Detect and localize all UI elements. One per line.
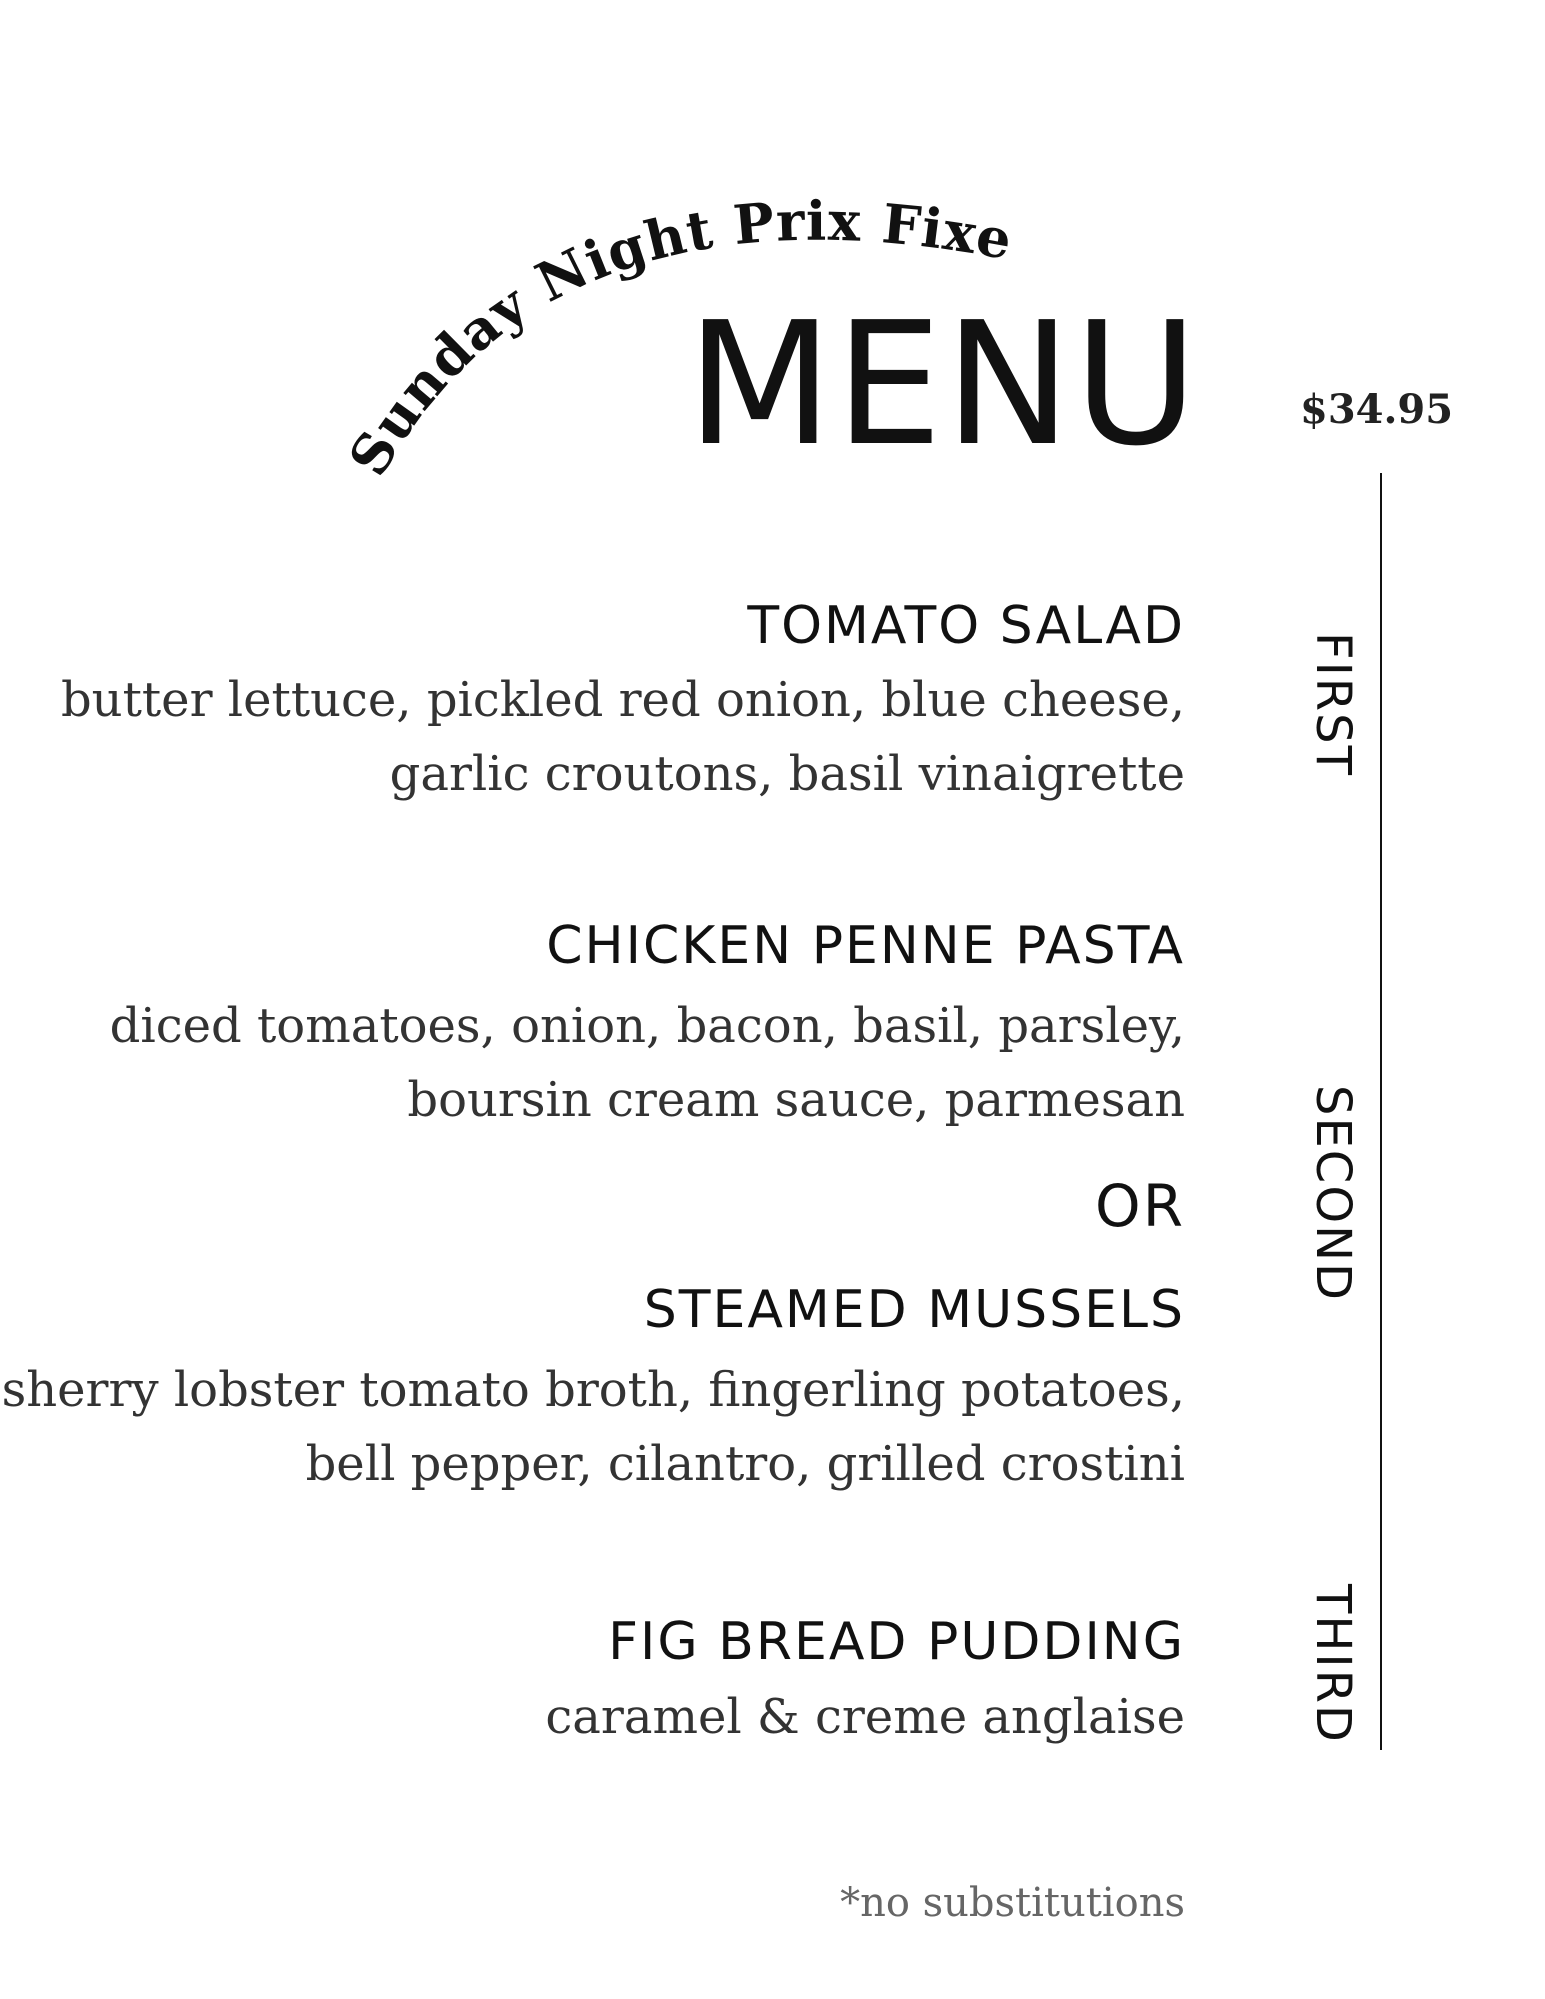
course-label-third: THIRD xyxy=(1305,1584,1361,1744)
course-label-first: FIRST xyxy=(1305,632,1361,777)
dish-description-line: boursin cream sauce, parmesan xyxy=(407,1072,1185,1128)
dish-name-steamed-mussels: STEAMED MUSSELS xyxy=(643,1280,1185,1340)
dish-description-line: butter lettuce, pickled red onion, blue cheese, xyxy=(60,672,1185,728)
price-label: $34.95 xyxy=(1300,386,1454,433)
or-separator: OR xyxy=(1095,1172,1185,1240)
dish-description-line: bell pepper, cilantro, grilled crostini xyxy=(305,1436,1185,1492)
dish-description-line: diced tomatoes, onion, bacon, basil, parsley, xyxy=(109,998,1185,1054)
dish-name-chicken-penne-pasta: CHICKEN PENNE PASTA xyxy=(546,916,1185,976)
dish-description-line: garlic croutons, basil vinaigrette xyxy=(389,746,1185,802)
page-title: MENU xyxy=(686,286,1200,484)
dish-description-line: caramel & creme anglaise xyxy=(545,1689,1185,1745)
dish-description-line: sherry lobster tomato broth, fingerling potatoes, xyxy=(1,1362,1185,1418)
dish-name-fig-bread-pudding: FIG BREAD PUDDING xyxy=(608,1612,1185,1672)
dish-name-tomato-salad: TOMATO SALAD xyxy=(747,596,1185,656)
course-label-second: SECOND xyxy=(1305,1085,1361,1302)
subtitle-textpath: Sunday Night Prix Fixe xyxy=(335,188,1018,487)
course-divider-line xyxy=(1380,473,1382,1750)
no-substitutions-note: *no substitutions xyxy=(840,1880,1185,1926)
